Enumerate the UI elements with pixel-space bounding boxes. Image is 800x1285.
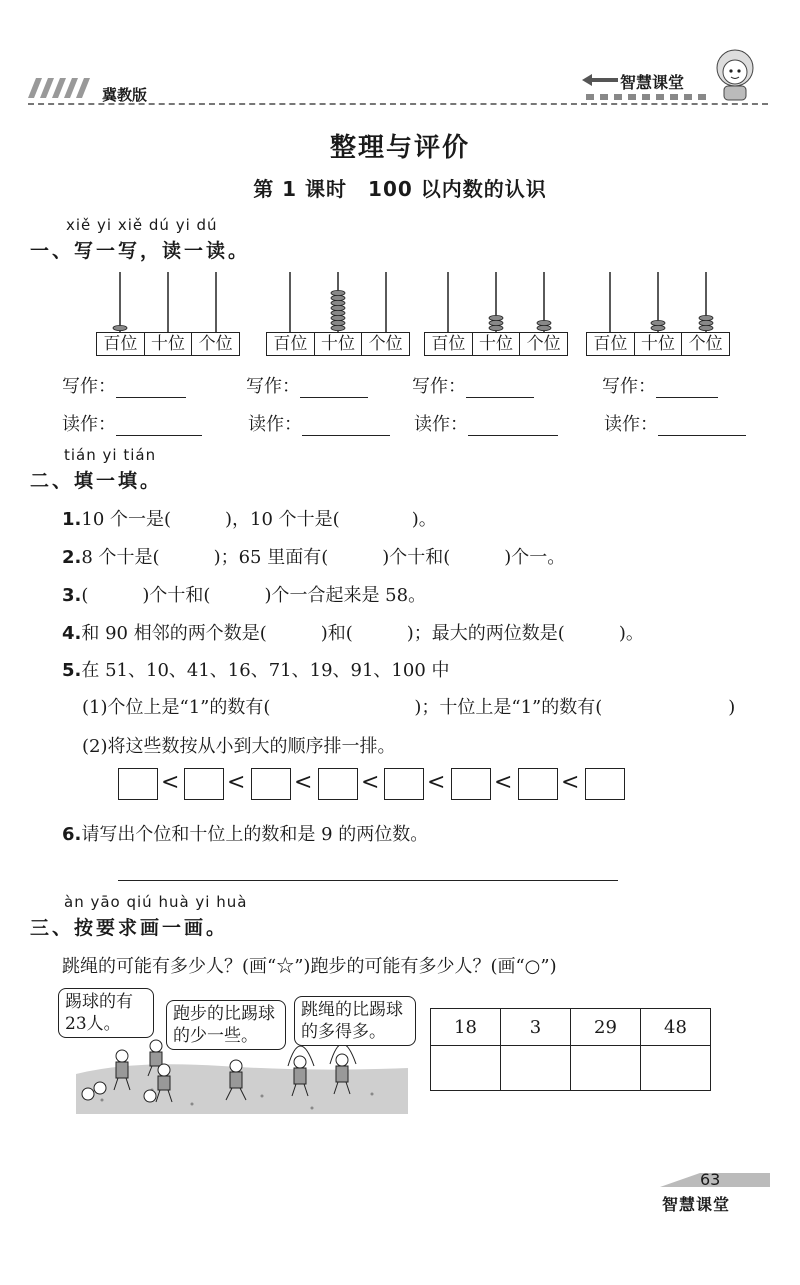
order-box[interactable] bbox=[251, 768, 291, 800]
question-number: 6. bbox=[62, 824, 82, 845]
order-box[interactable] bbox=[451, 768, 491, 800]
read-label: 读作： bbox=[62, 414, 116, 435]
answer-line[interactable] bbox=[118, 880, 618, 881]
read-blank[interactable] bbox=[468, 435, 558, 436]
question-text: 10 个一是( )，10 个十是( )。 bbox=[81, 509, 437, 530]
write-label: 写作： bbox=[62, 376, 116, 397]
abacus-bead bbox=[699, 325, 713, 330]
less-than-sign: < bbox=[161, 770, 180, 795]
abacus-bead bbox=[113, 325, 127, 330]
abacus-bead bbox=[331, 295, 345, 300]
question-6 bbox=[62, 820, 428, 846]
abacus-bead bbox=[331, 290, 345, 295]
less-than-sign: < bbox=[494, 770, 513, 795]
less-than-sign: < bbox=[561, 770, 580, 795]
question-number: 3. bbox=[62, 585, 82, 606]
order-box[interactable] bbox=[585, 768, 625, 800]
order-box[interactable] bbox=[518, 768, 558, 800]
question-number: 1. bbox=[62, 509, 82, 530]
less-than-sign: < bbox=[427, 770, 446, 795]
place-hundreds: 百位 bbox=[593, 334, 628, 354]
place-ones: 个位 bbox=[681, 333, 729, 355]
question-text: 请写出个位和十位上的数和是 9 的两位数。 bbox=[81, 824, 429, 845]
abacus-rods bbox=[266, 270, 410, 332]
speech-bubble-running: 跑步的比踢球的少一些。 bbox=[166, 1000, 286, 1050]
footer-brand: 智慧课堂 bbox=[662, 1195, 731, 1214]
number-cell: 29 bbox=[571, 1009, 641, 1046]
drawing-cell[interactable] bbox=[501, 1046, 571, 1091]
drawing-cell[interactable] bbox=[641, 1046, 711, 1091]
question-text: ( )个十和( )个一合起来是 58。 bbox=[81, 585, 427, 606]
read-row-4 bbox=[604, 410, 746, 436]
question-text: 8 个十是( )；65 里面有( )个十和( )个一。 bbox=[81, 547, 566, 568]
abacus-rods bbox=[424, 270, 568, 332]
header-stripes-icon bbox=[28, 78, 90, 98]
question-5-1: (1)个位上是“1”的数有( )；十位上是“1”的数有( ) bbox=[82, 697, 736, 718]
order-box[interactable] bbox=[184, 768, 224, 800]
abacus-bead bbox=[537, 325, 551, 330]
header-rule bbox=[28, 103, 768, 105]
read-blank[interactable] bbox=[302, 435, 390, 436]
abacus-bead bbox=[331, 300, 345, 305]
place-value-row bbox=[266, 332, 410, 356]
abacus-bead bbox=[651, 325, 665, 330]
read-label: 读作： bbox=[604, 414, 658, 435]
less-than-sign: < bbox=[361, 770, 380, 795]
question-5-2: (2)将这些数按从小到大的顺序排一排。 bbox=[82, 736, 396, 757]
table-row bbox=[431, 1009, 711, 1046]
abacus-bead bbox=[489, 315, 503, 320]
place-hundreds: 百位 bbox=[103, 334, 138, 354]
question-text: 和 90 相邻的两个数是( )和( )；最大的两位数是( )。 bbox=[81, 623, 644, 644]
brand-label: 智慧课堂 bbox=[620, 73, 685, 92]
speech-bubble-soccer: 踢球的有23人。 bbox=[58, 988, 154, 1038]
place-value-row bbox=[424, 332, 568, 356]
abacus-rods bbox=[96, 270, 240, 332]
place-value-row bbox=[96, 332, 240, 356]
write-label: 写作： bbox=[246, 376, 300, 397]
write-blank[interactable] bbox=[300, 397, 368, 398]
place-tens: 十位 bbox=[144, 333, 192, 355]
order-box[interactable] bbox=[118, 768, 158, 800]
section3-heading: 三、按要求画一画。 bbox=[30, 917, 229, 939]
table-row bbox=[431, 1046, 711, 1091]
section2-heading: 二、填一填。 bbox=[30, 470, 163, 492]
read-row-3 bbox=[414, 410, 558, 436]
header-dots bbox=[586, 94, 706, 100]
question-text: 在 51、10、41、16、71、19、91、100 中 bbox=[81, 660, 450, 681]
write-label: 写作： bbox=[602, 376, 656, 397]
question-5 bbox=[62, 656, 450, 682]
abacus-bead bbox=[331, 320, 345, 325]
abacus-4 bbox=[586, 270, 730, 358]
girl-mascot-icon bbox=[706, 46, 764, 102]
section2-pinyin: tián yi tián bbox=[64, 446, 157, 464]
less-than-sign: < bbox=[227, 770, 246, 795]
abacus-bead bbox=[331, 310, 345, 315]
question-2 bbox=[62, 543, 565, 569]
abacus-bead bbox=[537, 320, 551, 325]
question-4 bbox=[62, 619, 644, 645]
write-blank[interactable] bbox=[466, 397, 534, 398]
read-blank[interactable] bbox=[658, 435, 746, 436]
read-label: 读作： bbox=[414, 414, 468, 435]
place-ones: 个位 bbox=[191, 333, 239, 355]
abacus-bead bbox=[651, 320, 665, 325]
number-cell: 18 bbox=[431, 1009, 501, 1046]
arrow-left-icon bbox=[582, 74, 618, 86]
write-row-1 bbox=[62, 372, 186, 398]
drawing-cell[interactable] bbox=[431, 1046, 501, 1091]
number-cell: 3 bbox=[501, 1009, 571, 1046]
place-hundreds: 百位 bbox=[431, 334, 466, 354]
lesson-title: 第 1 课时 100 以内数的认识 bbox=[253, 177, 547, 201]
write-label: 写作： bbox=[412, 376, 466, 397]
speech-bubble-jumprope: 跳绳的比踢球的多得多。 bbox=[294, 996, 416, 1046]
section1-heading: 一、写一写，读一读。 bbox=[30, 240, 251, 262]
abacus-rods bbox=[586, 270, 730, 332]
place-value-row bbox=[586, 332, 730, 356]
place-tens: 十位 bbox=[634, 333, 682, 355]
write-blank[interactable] bbox=[656, 397, 718, 398]
read-blank[interactable] bbox=[116, 435, 202, 436]
section1-pinyin: xiě yi xiě dú yi dú bbox=[66, 216, 218, 234]
abacus-2 bbox=[266, 270, 410, 358]
question-3 bbox=[62, 581, 426, 607]
abacus-bead bbox=[331, 315, 345, 320]
abacus-bead bbox=[331, 325, 345, 330]
abacus-1 bbox=[96, 270, 240, 358]
drawing-cell[interactable] bbox=[571, 1046, 641, 1091]
section3-pinyin: àn yāo qiú huà yi huà bbox=[64, 893, 248, 911]
less-than-sign: < bbox=[294, 770, 313, 795]
abacus-bead bbox=[489, 325, 503, 330]
place-ones: 个位 bbox=[519, 333, 567, 355]
abacus-bead bbox=[489, 320, 503, 325]
question-number: 4. bbox=[62, 623, 82, 644]
read-label: 读作： bbox=[248, 414, 302, 435]
abacus-bead bbox=[699, 315, 713, 320]
number-choice-table bbox=[430, 1008, 711, 1091]
read-row-2 bbox=[248, 410, 390, 436]
order-box[interactable] bbox=[384, 768, 424, 800]
write-blank[interactable] bbox=[116, 397, 186, 398]
place-tens: 十位 bbox=[314, 333, 362, 355]
number-cell: 48 bbox=[641, 1009, 711, 1046]
edition-label: 冀教版 bbox=[102, 86, 148, 104]
page-title: 整理与评价 bbox=[329, 133, 470, 163]
abacus-bead bbox=[331, 305, 345, 310]
question-number: 5. bbox=[62, 660, 82, 681]
question-number: 2. bbox=[62, 547, 82, 568]
question-1 bbox=[62, 505, 437, 531]
write-row-4 bbox=[602, 372, 718, 398]
read-row-1 bbox=[62, 410, 202, 436]
page-number: 63 bbox=[700, 1170, 721, 1189]
write-row-2 bbox=[246, 372, 368, 398]
place-ones: 个位 bbox=[361, 333, 409, 355]
place-hundreds: 百位 bbox=[273, 334, 308, 354]
abacus-bead bbox=[699, 320, 713, 325]
abacus-3 bbox=[424, 270, 568, 358]
place-tens: 十位 bbox=[472, 333, 520, 355]
write-row-3 bbox=[412, 372, 534, 398]
order-box[interactable] bbox=[318, 768, 358, 800]
section3-instruction: 跳绳的可能有多少人？(画“☆”)跑步的可能有多少人？(画“○”) bbox=[62, 956, 557, 977]
